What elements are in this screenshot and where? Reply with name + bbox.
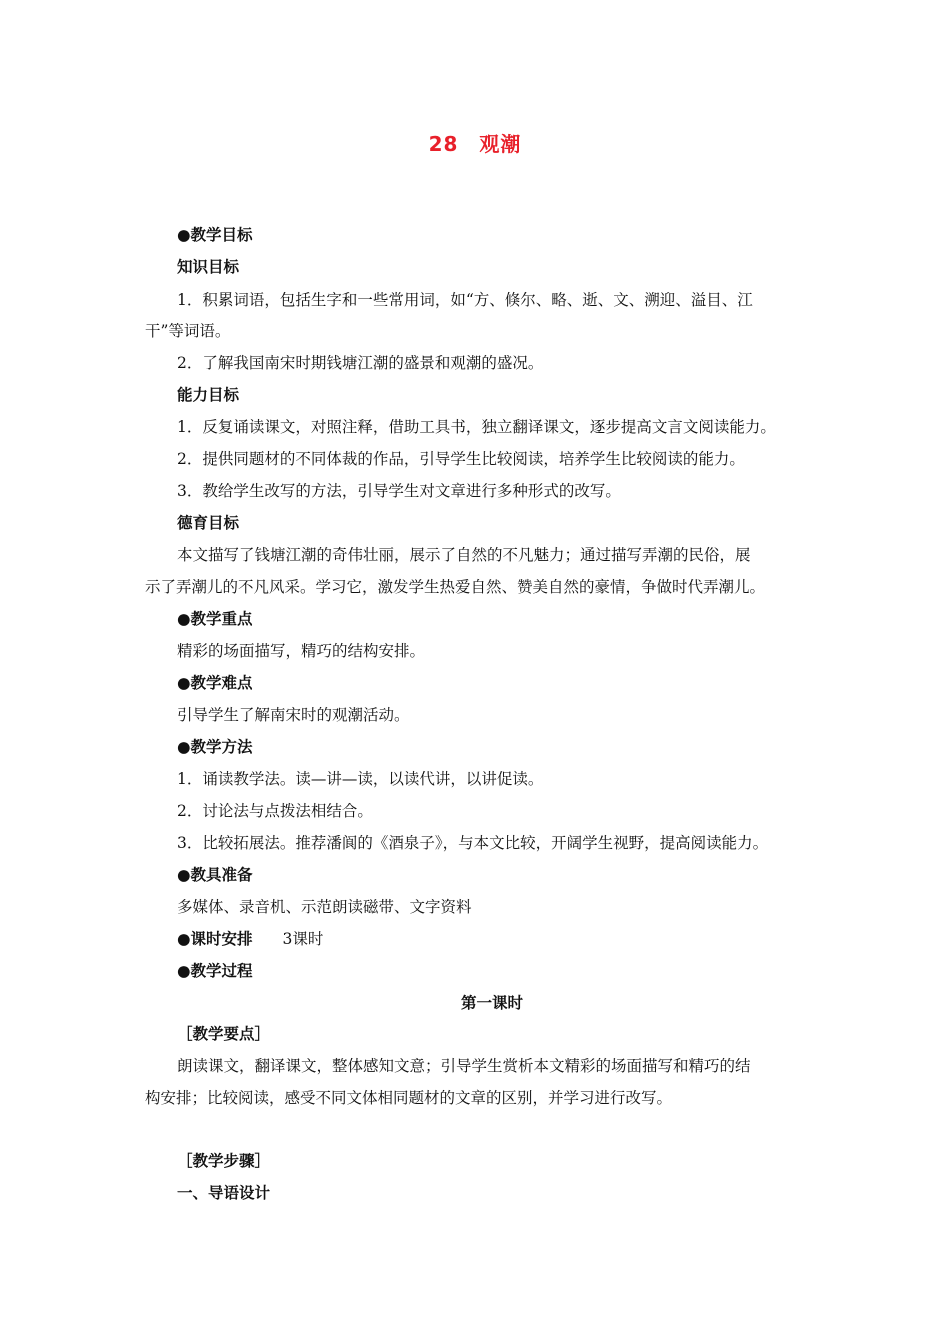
knowledge-item-2: 2．了解我国南宋时期钱塘江潮的盛景和观潮的盛况。 <box>177 354 544 372</box>
heading-teaching-tools: ●教具准备 <box>177 866 253 884</box>
subheading-moral-goals: 德育目标 <box>177 514 240 532</box>
schedule-value: 3课时 <box>282 930 324 948</box>
heading-teaching-difficulty: ●教学难点 <box>177 674 253 692</box>
subheading-knowledge-goals: 知识目标 <box>177 258 240 276</box>
teaching-tools-text: 多媒体、录音机、示范朗读磁带、文字资料 <box>177 898 472 916</box>
subheading-ability-goals: 能力目标 <box>177 386 240 404</box>
knowledge-item-1-line-1: 1．积累词语，包括生字和一些常用词，如“方、倏尔、略、逝、文、溯迎、溢目、江 <box>177 291 753 309</box>
heading-teaching-focus: ●教学重点 <box>177 610 253 628</box>
ability-item-1: 1．反复诵读课文，对照注释，借助工具书，独立翻译课文，逐步提高文言文阅读能力。 <box>177 418 776 436</box>
heading-schedule: ●课时安排 <box>177 930 253 948</box>
ability-item-2: 2．提供同题材的不同体裁的作品，引导学生比较阅读，培养学生比较阅读的能力。 <box>177 450 745 468</box>
page-title: 28 观潮 <box>428 132 522 156</box>
method-item-1: 1．诵读教学法。读—讲—读，以读代讲，以讲促读。 <box>177 770 544 788</box>
key-points-line-1: 朗读课文，翻译课文，整体感知文意；引导学生赏析本文精彩的场面描写和精巧的结 <box>177 1057 751 1075</box>
method-item-3: 3．比较拓展法。推荐潘阆的《酒泉子》，与本文比较，开阔学生视野，提高阅读能力。 <box>177 834 769 852</box>
heading-key-points: ［教学要点］ <box>177 1025 271 1043</box>
knowledge-item-1-line-2: 干”等词语。 <box>145 322 231 340</box>
method-item-2: 2．讨论法与点拨法相结合。 <box>177 802 373 820</box>
heading-teaching-steps: ［教学步骤］ <box>177 1152 271 1170</box>
step-1-heading: 一、导语设计 <box>177 1184 271 1202</box>
lesson-one-heading: 第一课时 <box>460 994 523 1012</box>
heading-teaching-goals: ●教学目标 <box>177 226 253 244</box>
moral-text-line-1: 本文描写了钱塘江潮的奇伟壮丽，展示了自然的不凡魅力；通过描写弄潮的民俗，展 <box>177 546 751 564</box>
teaching-focus-text: 精彩的场面描写，精巧的结构安排。 <box>177 642 426 660</box>
schedule-row <box>177 929 323 949</box>
heading-teaching-method: ●教学方法 <box>177 738 253 756</box>
ability-item-3: 3．教给学生改写的方法，引导学生对文章进行多种形式的改写。 <box>177 482 621 500</box>
heading-teaching-process: ●教学过程 <box>177 962 253 980</box>
moral-text-line-2: 示了弄潮儿的不凡风采。学习它，激发学生热爱自然、赞美自然的豪情，争做时代弄潮儿。 <box>145 578 766 596</box>
teaching-difficulty-text: 引导学生了解南宋时的观潮活动。 <box>177 706 410 724</box>
key-points-line-2: 构安排；比较阅读，感受不同文体相同题材的文章的区别，并学习进行改写。 <box>145 1089 673 1107</box>
